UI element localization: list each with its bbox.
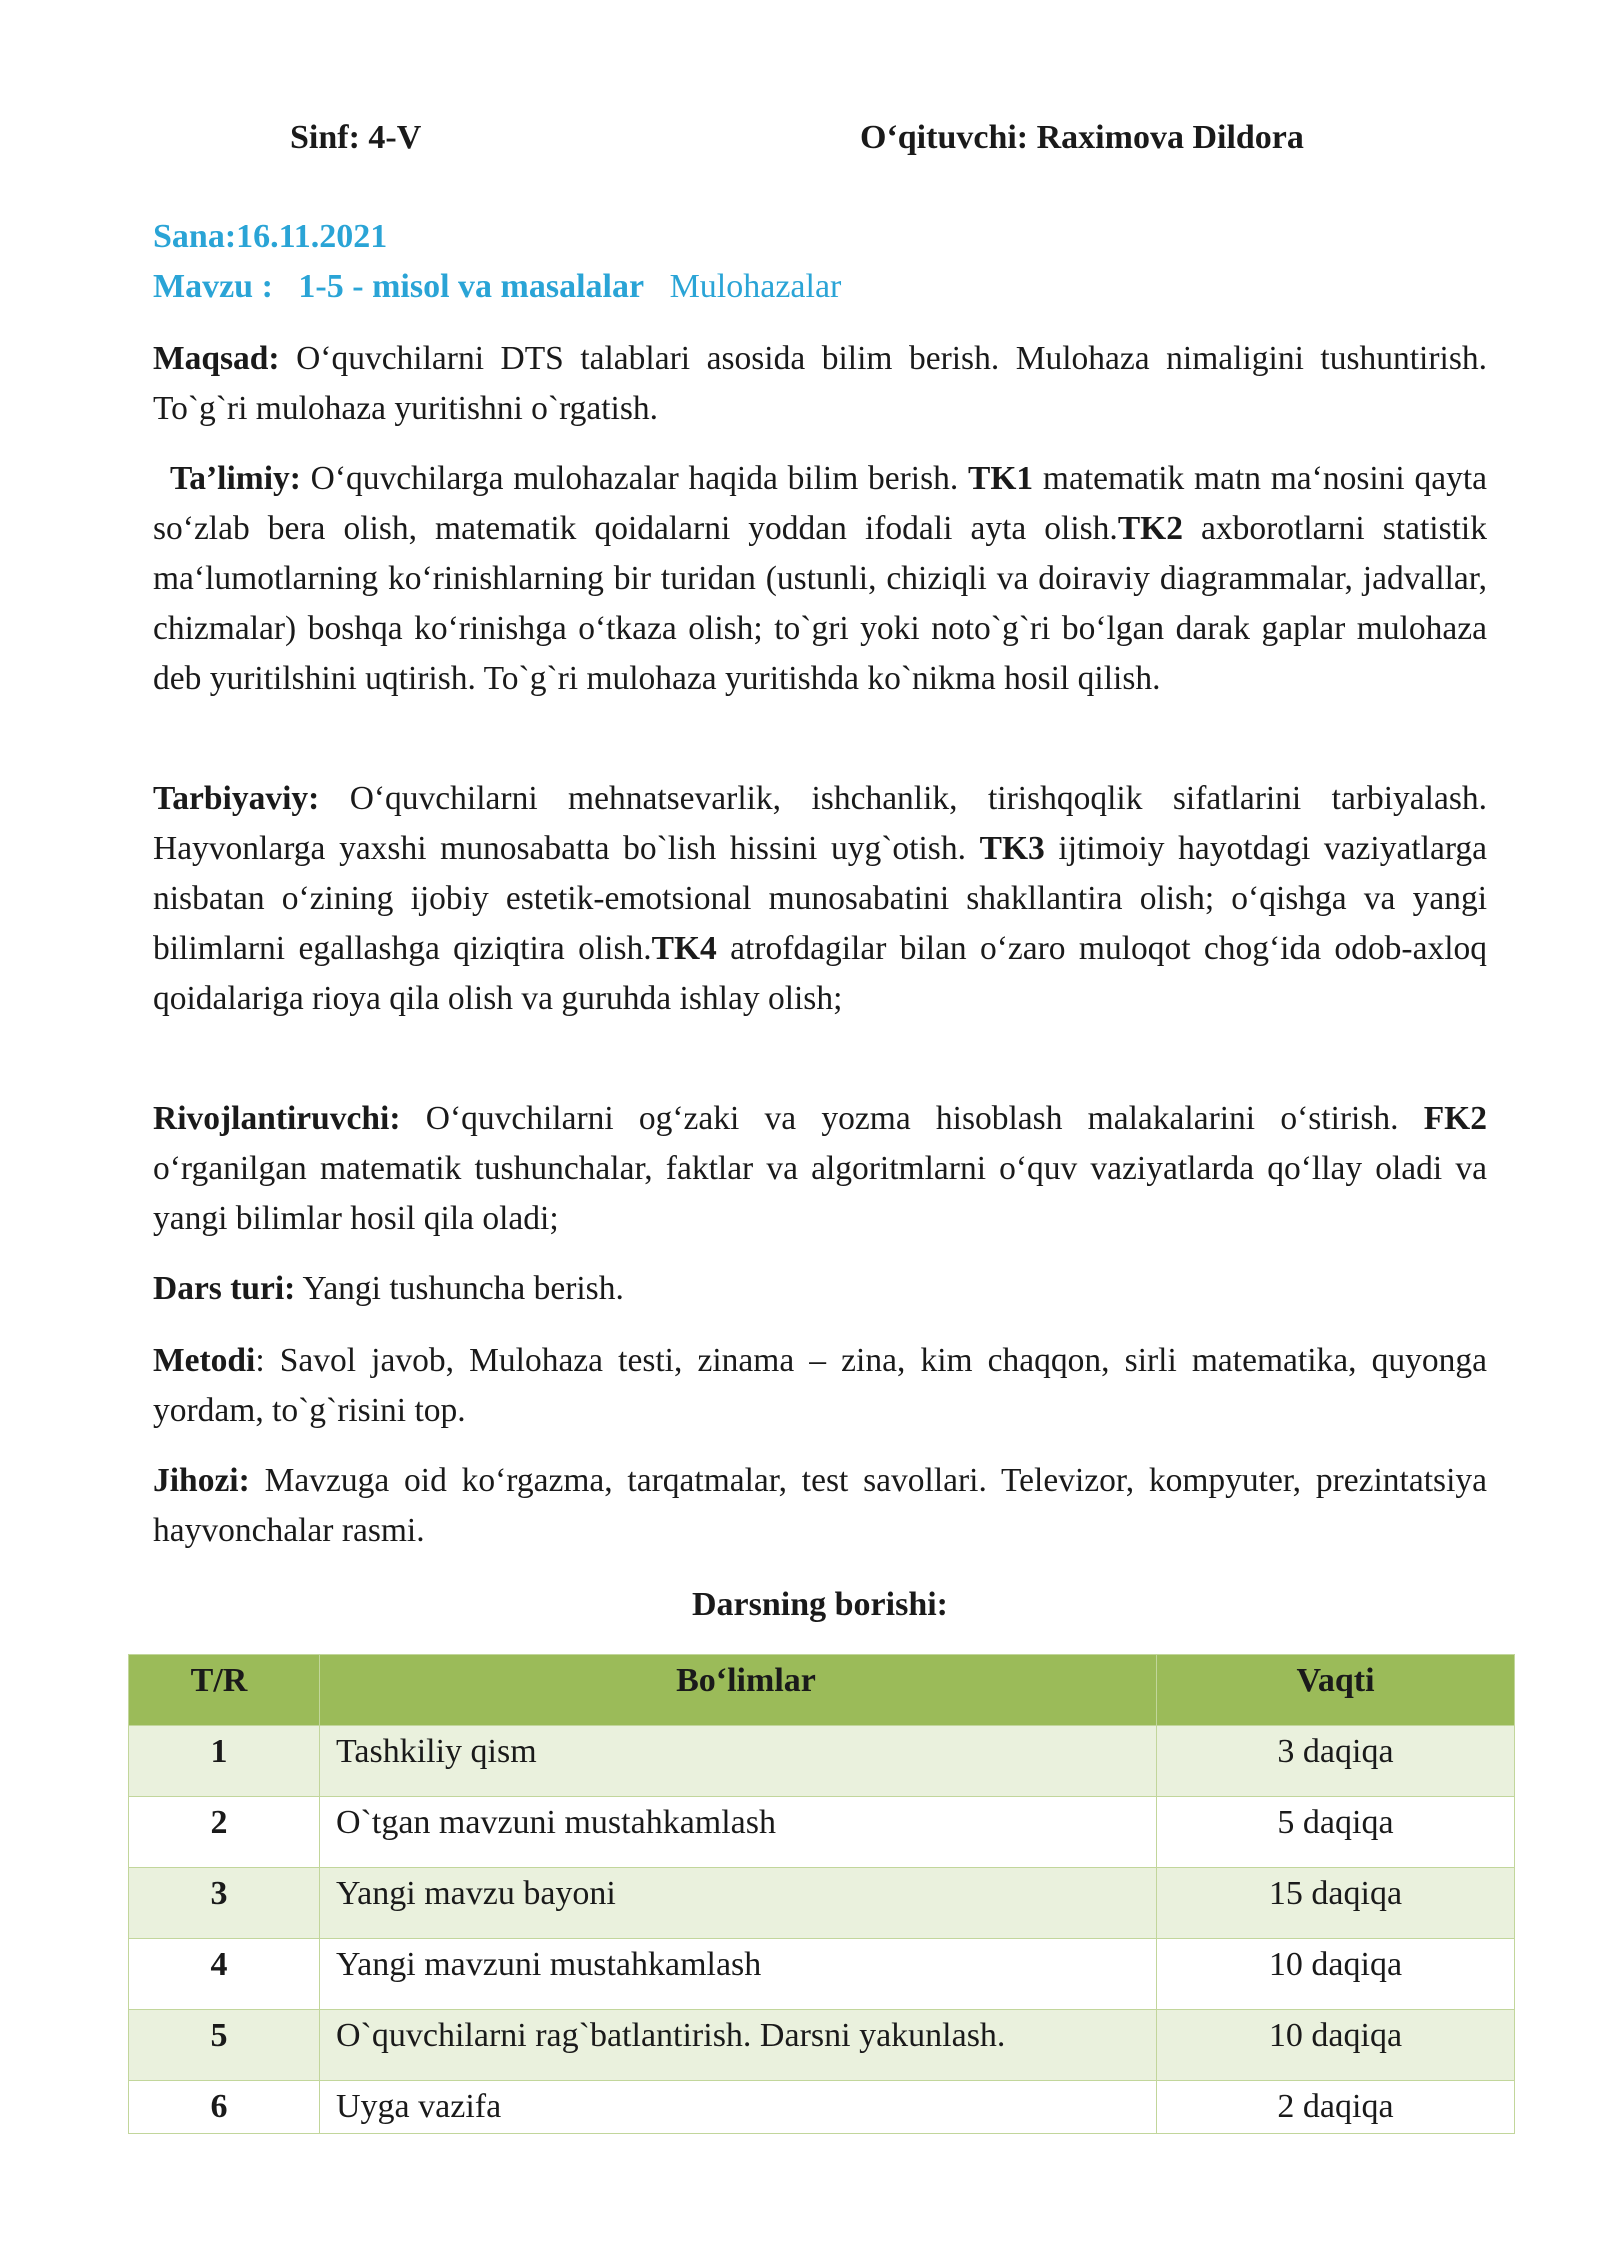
row-number: 4 [129, 1939, 320, 2010]
class-label: Sinf: 4-V [290, 119, 422, 156]
tarbiyaviy-label: Tarbiyaviy: [153, 780, 320, 817]
row-number: 6 [129, 2081, 320, 2134]
row-time: 15 daqiqa [1157, 1868, 1515, 1939]
metodi-text: : Savol javob, Mulohaza testi, zinama – zina, kim chaqqon, sirli matematika, quyonga yordam, to`g`risini top. [153, 1342, 1487, 1429]
rivojlantiruvchi-label: Rivojlantiruvchi: [153, 1100, 401, 1137]
paragraph-maqsad [153, 334, 1487, 434]
jihozi-label: Jihozi: [153, 1462, 250, 1499]
row-section: Yangi mavzu bayoni [320, 1868, 1157, 1939]
row-time: 10 daqiqa [1157, 1939, 1515, 2010]
row-section: Tashkiliy qism [320, 1726, 1157, 1797]
row-time: 3 daqiqa [1157, 1726, 1515, 1797]
row-section: O`quvchilarni rag`batlantirish. Darsni yakunlash. [320, 2010, 1157, 2081]
row-number: 3 [129, 1868, 320, 1939]
dars-turi-text: Yangi tushuncha berish. [295, 1270, 624, 1307]
maqsad-label: Maqsad: [153, 340, 280, 377]
maqsad-text: O‘quvchilarni DTS talablari asosida bilim berish. Mulohaza nimaligini tushuntirish. To`g`ri mulohaza yuritishni o`rgatish. [153, 340, 1487, 427]
lesson-topic [153, 262, 841, 312]
jihozi-text: Mavzuga oid ko‘rgazma, tarqatmalar, test savollari. Televizor, kompyuter, prezintatsiya hayvonchalar rasmi. [153, 1462, 1487, 1549]
tk2-label: TK2 [1117, 510, 1183, 547]
paragraph-metodi [153, 1336, 1487, 1436]
row-number: 5 [129, 2010, 320, 2081]
topic-sub: Mulohazalar [669, 268, 842, 305]
table-row [129, 1726, 1515, 1797]
plan-title: Darsning borishi: [692, 1586, 948, 1623]
paragraph-dars-turi [153, 1264, 1487, 1314]
tk4-label: TK4 [651, 930, 717, 967]
row-number: 1 [129, 1726, 320, 1797]
talimiy-label: Ta’limiy: [170, 460, 301, 497]
row-time: 2 daqiqa [1157, 2081, 1515, 2134]
row-time: 10 daqiqa [1157, 2010, 1515, 2081]
row-section: Uyga vazifa [320, 2081, 1157, 2134]
row-section: O`tgan mavzuni mustahkamlash [320, 1797, 1157, 1868]
tk3-label: TK3 [979, 830, 1045, 867]
column-header-number: T/R [129, 1655, 320, 1726]
rivojlantiruvchi-text-1: O‘quvchilarni og‘zaki va yozma hisoblash malakalarini o‘stirish. [400, 1100, 1424, 1137]
table-row [129, 2010, 1515, 2081]
column-header-time: Vaqti [1157, 1655, 1515, 1726]
paragraph-jihozi [153, 1456, 1487, 1556]
tarbiyaviy-text-2: ijtimoiy hayotdagi vaziyatlarga nisbatan o‘zining ijobiy estetik-emotsional munosabatini shakllantira olish; o‘qishga va yangi bilimlarni egallashga qiziqtira olish. [153, 830, 1487, 967]
row-section: Yangi mavzuni mustahkamlash [320, 1939, 1157, 2010]
topic-label: Mavzu : [153, 268, 273, 305]
table-row [129, 1868, 1515, 1939]
paragraph-talimiy [153, 454, 1487, 704]
talimiy-text-3: axborotlarni statistik ma‘lumotlarning ko‘rinishlarning bir turidan (ustunli, chiziqli va doiraviy diagrammalar, jadvallar, chizmalar) boshqa ko‘rinishga o‘tkaza olish; to`gri yoki noto`g`ri bo‘lgan darak gaplar mulohaza deb yuritilshini uqtirish. To`g`ri mulohaza yuritishda ko`nikma hosil qilish. [153, 510, 1487, 697]
fk2-label: FK2 [1423, 1100, 1487, 1137]
table-header-row [129, 1655, 1515, 1726]
paragraph-rivojlantiruvchi [153, 1094, 1487, 1244]
lesson-date: Sana:16.11.2021 [153, 218, 388, 255]
talimiy-text-1: O‘quvchilarga mulohazalar haqida bilim berish. [300, 460, 969, 497]
dars-turi-label: Dars turi: [153, 1270, 296, 1307]
paragraph-tarbiyaviy [153, 774, 1487, 1024]
topic-main: 1-5 - misol va masalalar [298, 268, 645, 305]
tk1-label: TK1 [968, 460, 1034, 497]
tarbiyaviy-text-1: O‘quvchilarni mehnatsevarlik, ishchanlik, tirishqoqlik sifatlarini tarbiyalash. Hayvonlarga yaxshi munosabatta bo`lish hissini uyg`otish. [153, 780, 1487, 867]
teacher-label: O‘qituvchi: Raximova Dildora [860, 119, 1304, 156]
row-number: 2 [129, 1797, 320, 1868]
row-time: 5 daqiqa [1157, 1797, 1515, 1868]
table-row [129, 1797, 1515, 1868]
table-row [129, 2081, 1515, 2134]
column-header-sections: Bo‘limlar [320, 1655, 1157, 1726]
lesson-plan-table [128, 1654, 1515, 2134]
table-row [129, 1939, 1515, 2010]
tarbiyaviy-text-3: atrofdagilar bilan o‘zaro muloqot chog‘ida odob-axloq qoidalariga rioya qila olish va guruhda ishlay olish; [153, 930, 1487, 1017]
talimiy-text-2: matematik matn ma‘nosini qayta so‘zlab bera olish, matematik qoidalarni yoddan ifodali ayta olish. [153, 460, 1488, 547]
rivojlantiruvchi-text-2: o‘rganilgan matematik tushunchalar, faktlar va algoritmlarni o‘quv vaziyatlarda qo‘llay oladi va yangi bilimlar hosil qila oladi; [153, 1150, 1487, 1237]
metodi-label: Metodi [153, 1342, 256, 1379]
